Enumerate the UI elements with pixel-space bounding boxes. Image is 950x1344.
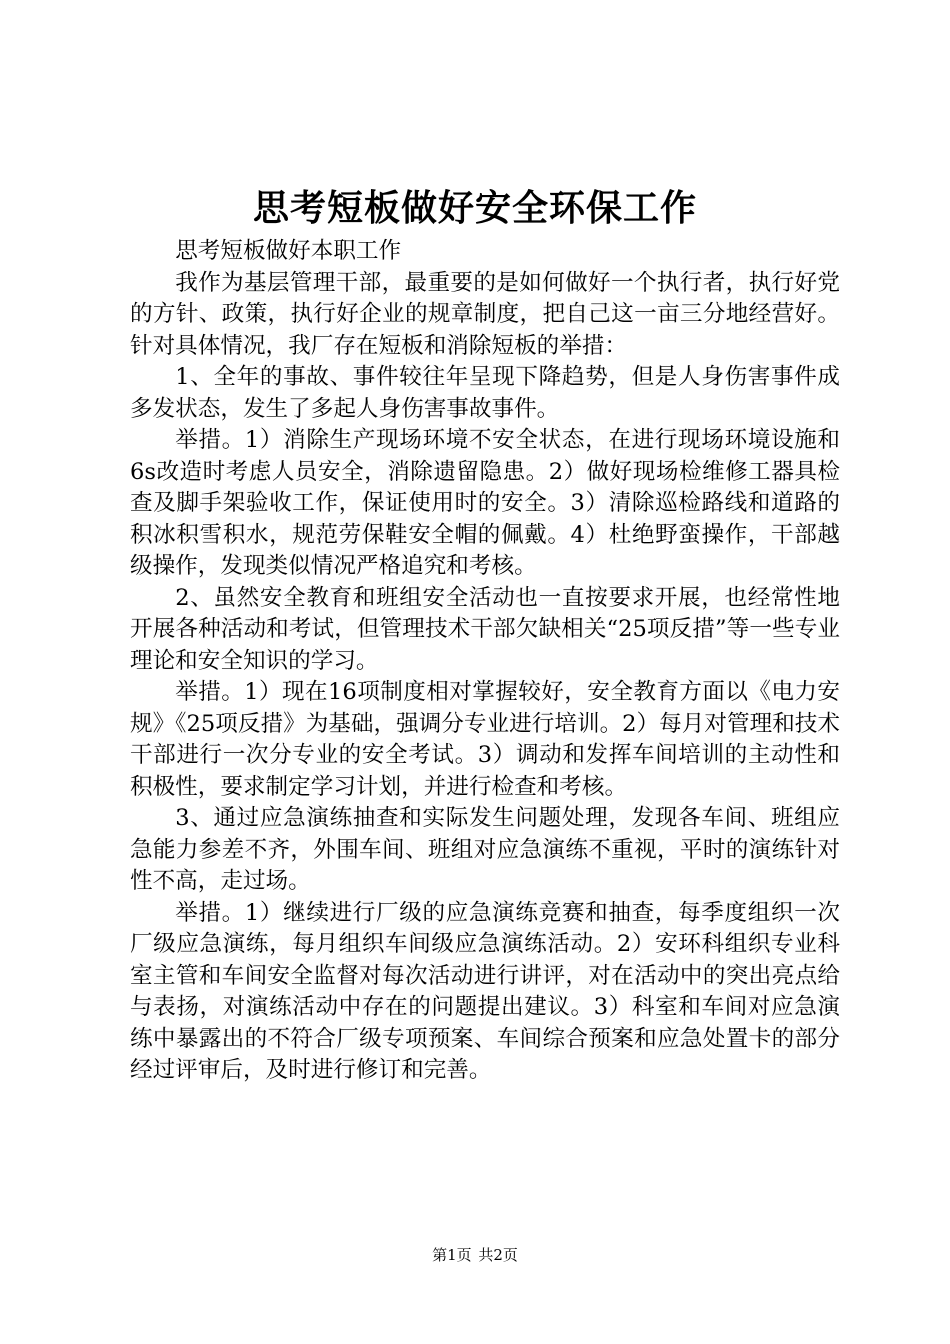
paragraph-measures-1: 举措。1）消除生产现场环境不安全状态，在进行现场环境设施和6s改造时考虑人员安全，消除遗留隐患。2）做好现场检维修工器具检查及脚手架验收工作，保证使用时的安全。3）清除巡检路线和道路的积冰积雪积水，规范劳保鞋安全帽的佩戴。4）杜绝野蛮操作，干部越级操作，发现类似情况严格追究和考核。 [130,427,840,579]
paragraph-issue-3: 3、通过应急演练抽查和实际发生问题处理，发现各车间、班组应急能力参差不齐，外围车间、班组对应急演练不重视，平时的演练针对性不高，走过场。 [130,805,840,894]
paragraph-issue-2: 2、虽然安全教育和班组安全活动也一直按要求开展，也经常性地开展各种活动和考试，但管理技术干部欠缺相关“25项反措”等一些专业理论和安全知识的学习。 [130,584,840,674]
document-title: 思考短板做好安全环保工作 [252,187,697,229]
document-subtitle: 思考短板做好本职工作 [175,238,402,264]
paragraph-measures-3: 举措。1）继续进行厂级的应急演练竞赛和抽查，每季度组织一次厂级应急演练，每月组织车间级应急演练活动。2）安环科组织专业科室主管和车间安全监督对每次活动进行讲评，对在活动中的突出亮点给与表扬，对演练活动中存在的问题提出建议。3）科室和车间对应急演练中暴露出的不符合厂级专项预案、车间综合预案和应急处置卡的部分经过评审后，及时进行修订和完善。 [130,899,840,1083]
page-total: 共2页 [478,1246,518,1264]
page-footer [0,1244,950,1266]
paragraph-intro: 我作为基层管理干部，最重要的是如何做好一个执行者，执行好党的方针、政策，执行好企业的规章制度，把自己这一亩三分地经营好。针对具体情况，我厂存在短板和消除短板的举措： [130,269,840,359]
document-body [130,236,840,1087]
paragraph-issue-1: 1、全年的事故、事件较往年呈现下降趋势，但是人身伤害事件成多发状态，发生了多起人身伤害事故事件。 [130,364,840,422]
page-number: 第1页 [432,1246,472,1264]
paragraph-measures-2: 举措。1）现在16项制度相对掌握较好，安全教育方面以《电力安规》《25项反措》为基础，强调分专业进行培训。2）每月对管理和技术干部进行一次分专业的安全考试。3）调动和发挥车间培训的主动性和积极性，要求制定学习计划，并进行检查和考核。 [130,679,840,800]
